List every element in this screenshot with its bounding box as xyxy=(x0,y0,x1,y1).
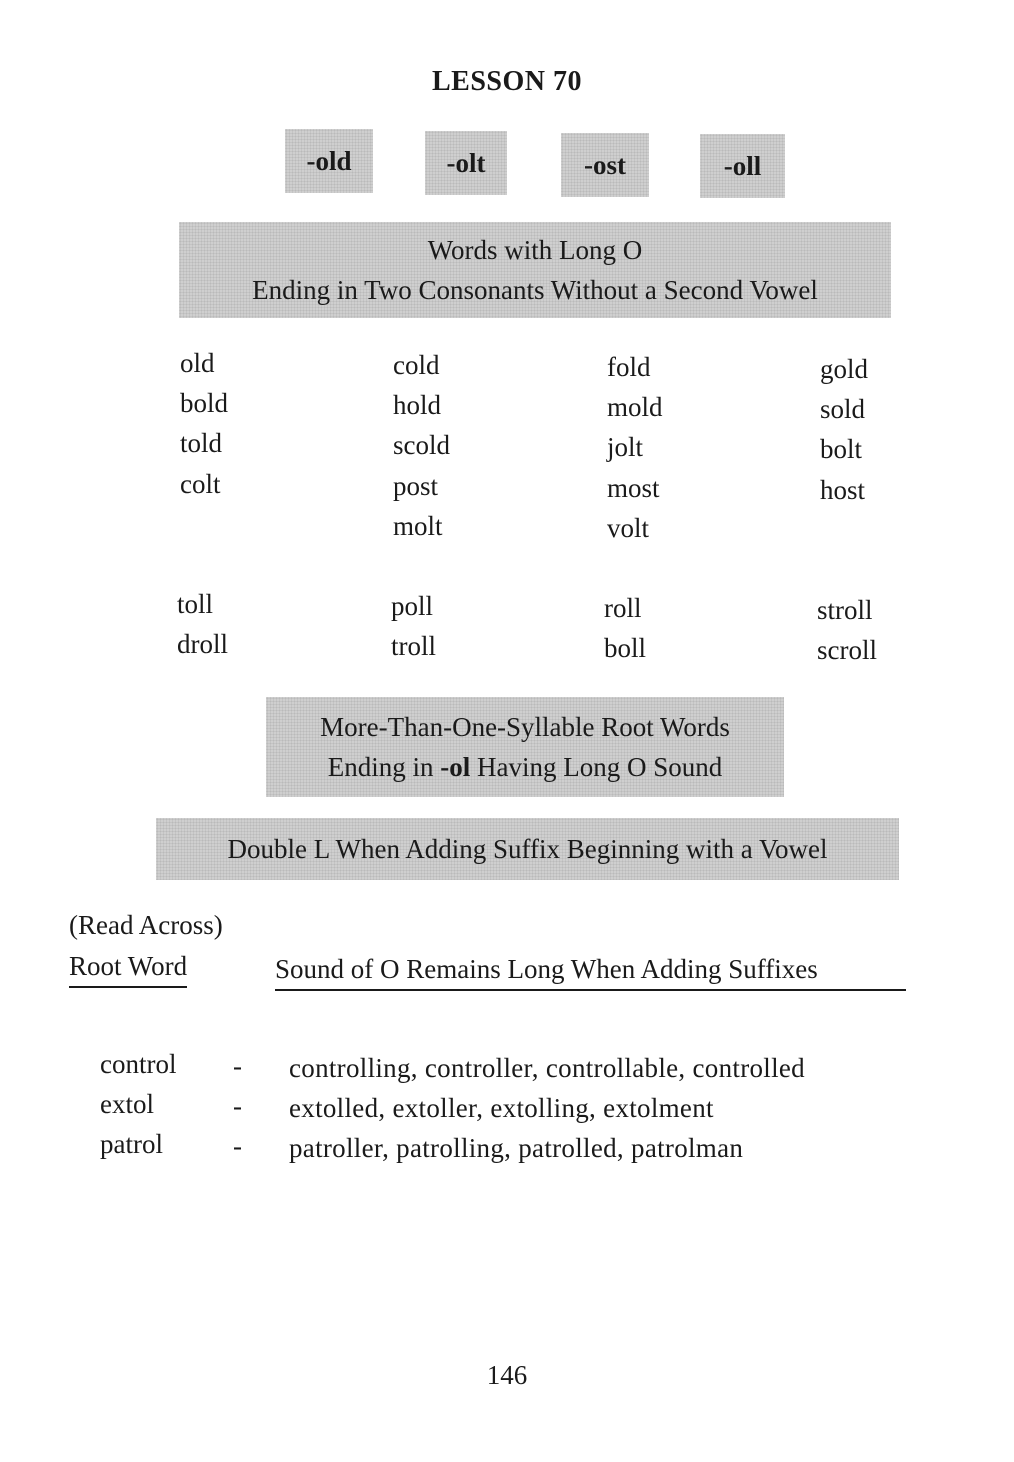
word-list-column-4 xyxy=(820,356,868,517)
oll-word-column-1 xyxy=(177,591,228,671)
root-word-header: Root Word xyxy=(69,951,187,988)
word-list-column-1 xyxy=(180,350,228,511)
word: toll xyxy=(177,589,214,619)
word: scold xyxy=(393,430,450,460)
page-number: 146 xyxy=(486,1360,528,1390)
ending-tag-ost: -ost xyxy=(561,133,649,197)
word: poll xyxy=(391,591,434,621)
suffix-forms: controlling, controller, controllable, controlled xyxy=(289,1053,805,1083)
word: bold xyxy=(180,388,229,418)
banner-long-o-line2: Ending in Two Consonants Without a Second Vowel xyxy=(252,275,818,305)
banner-double-l xyxy=(156,818,899,880)
word: bolt xyxy=(820,434,863,464)
suffix-header: Sound of O Remains Long When Adding Suffixes xyxy=(275,954,906,991)
word: colt xyxy=(180,469,221,499)
row-dash: - xyxy=(233,1091,242,1121)
oll-word-column-3 xyxy=(604,595,646,675)
word: droll xyxy=(177,629,228,659)
word: told xyxy=(180,428,223,458)
word: molt xyxy=(393,511,443,541)
word: cold xyxy=(393,350,440,380)
banner-root-words-line1: More-Than-One-Syllable Root Words xyxy=(320,712,730,742)
word: old xyxy=(180,348,215,378)
oll-word-column-4 xyxy=(817,597,877,677)
banner-root-words-suffix: Having Long O Sound xyxy=(470,752,723,782)
word: mold xyxy=(607,392,663,422)
banner-double-l-text: Double L When Adding Suffix Beginning with a Vowel xyxy=(227,834,828,864)
ending-tag-olt: -olt xyxy=(425,131,507,195)
ending-tag-oll: -oll xyxy=(700,134,785,198)
suffix-forms: patroller, patrolling, patrolled, patrolman xyxy=(289,1133,744,1163)
root-word: patrol xyxy=(100,1129,163,1159)
banner-root-words xyxy=(266,697,784,797)
page-title: LESSON 70 xyxy=(432,66,582,97)
banner-long-o-line1: Words with Long O xyxy=(427,235,643,265)
word: troll xyxy=(391,631,436,661)
word: gold xyxy=(820,354,869,384)
banner-root-words-bold-ending: -ol xyxy=(440,752,471,782)
row-dash: - xyxy=(233,1051,242,1081)
word: roll xyxy=(604,593,642,623)
root-word: control xyxy=(100,1049,177,1079)
word: sold xyxy=(820,394,866,424)
ending-tag-old: -old xyxy=(285,129,373,193)
table-row xyxy=(100,1049,900,1089)
word: jolt xyxy=(607,432,644,462)
row-dash: - xyxy=(233,1131,242,1161)
word: most xyxy=(607,473,660,503)
banner-root-words-line2 xyxy=(328,747,723,787)
word: scroll xyxy=(817,635,877,665)
word: host xyxy=(820,475,866,505)
word: boll xyxy=(604,633,647,663)
suffix-forms: extolled, extoller, extolling, extolment xyxy=(289,1093,714,1123)
banner-root-words-prefix: Ending in xyxy=(327,752,441,782)
word: volt xyxy=(607,513,650,543)
word-list-column-3 xyxy=(607,354,663,555)
root-word: extol xyxy=(100,1089,154,1119)
word: post xyxy=(393,471,439,501)
read-across-note: (Read Across) xyxy=(69,910,223,940)
word: stroll xyxy=(817,595,873,625)
word: fold xyxy=(607,352,651,382)
table-row xyxy=(100,1089,900,1129)
banner-long-o xyxy=(179,222,891,318)
word: hold xyxy=(393,390,442,420)
oll-word-column-2 xyxy=(391,593,436,673)
table-row xyxy=(100,1129,900,1169)
word-list-column-2 xyxy=(393,352,450,553)
